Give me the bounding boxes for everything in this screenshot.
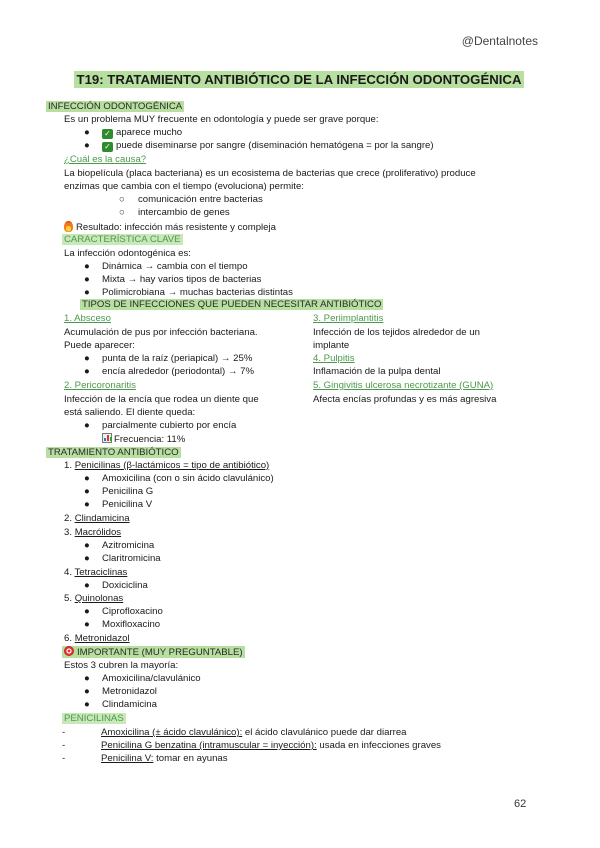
fire-icon [64,221,73,232]
penicilinas-item-1: Amoxicilina (con o sin ácido clavulánico) [102,473,274,484]
result-line: Resultado: infección más resistente y compleja [64,221,276,233]
bullet-dot: ● [84,486,90,497]
quinolonas-item-1: Ciprofloxacino [102,606,163,617]
page-title: T19: TRATAMIENTO ANTIBIÓTICO DE LA INFECCIÓN ODONTOGÉNICA [74,71,524,88]
caracteristica-bullet-3: Polimicrobiana → muchas bacterias distintas [102,287,293,298]
cause-line-2: enzimas que cambia con el tiempo (evoluciona) permite: [64,181,304,192]
section-heading-caracteristica: CARACTERÍSTICA CLAVE [64,234,181,245]
important-note: IMPORTANTE (MUY PREGUNTABLE) [62,646,245,658]
important-item-1: Amoxicilina/clavulánico [102,673,201,684]
bullet-dot: ● [84,366,90,377]
penicilinas-item-3: Penicilina V [102,499,153,510]
penicilina-row-1: Amoxicilina (± ácido clavulánico): el ácido clavulánico puede dar diarrea [101,727,407,738]
dash-marker: - [62,740,66,751]
infeccion-bullet-2: ✓ puede diseminarse por sangre (diseminación hematógena = por la sangre) [102,140,434,152]
tipo-pericoronaritis-heading: 2. Pericoronaritis [64,380,136,391]
infeccion-intro: Es un problema MUY frecuente en odontología y puede ser grave porque: [64,114,379,125]
penicilina-row-2: Penicilina G benzatina (intramuscular = inyección): usada en infecciones graves [101,740,441,751]
pericoronaritis-line-1: Infección de la encía que rodea un diente que [64,394,259,405]
pericoronaritis-bullet-1: parcialmente cubierto por encía [102,420,237,431]
bullet-dot: ● [84,140,90,151]
bullet-dot: ● [84,353,90,364]
absceso-line-2: Puede aparecer: [64,340,135,351]
periimplantitis-line-2: implante [313,340,350,351]
penicilinas-item-2: Penicilina G [102,486,154,497]
dash-marker: - [62,727,66,738]
bullet-dot: ● [84,287,90,298]
absceso-bullet-2: encía alrededor (periodontal) → 7% [102,366,254,377]
dash-marker: - [62,753,66,764]
caracteristica-bullet-2: Mixta → hay varios tipos de bacterias [102,274,262,285]
macrolidos-item-2: Claritromicina [102,553,161,564]
guna-line-1: Afecta encías profundas y es más agresiva [313,394,497,405]
cause-question: ¿Cuál es la causa? [64,154,147,165]
caracteristica-intro: La infección odontogénica es: [64,248,191,259]
section-heading-penicilinas: PENICILINAS [64,713,124,724]
group-clindamicina: 2. Clindamicina [64,513,130,524]
important-intro: Estos 3 cubren la mayoría: [64,660,179,671]
tetraciclinas-item-1: Doxiciclina [102,580,148,591]
check-icon: ✓ [102,142,113,152]
bullet-dot: ● [84,473,90,484]
section-heading-tipos: TIPOS DE INFECCIONES QUE PUEDEN NECESITAR ANTIBIÓTICO [82,299,382,310]
tipo-absceso-heading: 1. Absceso [64,313,111,324]
absceso-bullet-1: punta de la raíz (periapical) → 25% [102,353,253,364]
cause-sub-2: intercambio de genes [138,207,230,218]
bullet-dot: ● [84,127,90,138]
section-heading-infeccion: INFECCIÓN ODONTOGÉNICA [48,101,183,112]
bullet-dot: ● [84,606,90,617]
group-tetraciclinas: 4. Tetraciclinas [64,567,128,578]
pericoronaritis-frequency: Frecuencia: 11% [102,433,185,445]
bullet-dot: ● [84,261,90,272]
tipo-pulpitis-heading: 4. Pulpitis [313,353,355,364]
bullet-dot: ● [84,619,90,630]
tipo-guna-heading: 5. Gingivitis ulcerosa necrotizante (GUNA) [313,380,494,391]
bullet-dot: ● [84,699,90,710]
cause-line-1: La biopelícula (placa bacteriana) es un ecosistema de bacterias que crece (proliferativo) produce [64,168,476,179]
bar-chart-icon [102,433,112,443]
macrolidos-item-1: Azitromicina [102,540,155,551]
bullet-dot: ● [84,686,90,697]
tipo-periimplantitis-heading: 3. Periimplantitis [313,313,384,324]
cause-sub-1: comunicación entre bacterias [138,194,263,205]
bullet-dot: ● [84,499,90,510]
group-macrolidos: 3. Macrólidos [64,527,122,538]
pericoronaritis-line-2: está saliendo. El diente queda: [64,407,196,418]
target-icon [64,646,74,656]
page-number: 62 [514,798,527,810]
absceso-line-1: Acumulación de pus por infección bacteriana. [64,327,258,338]
bullet-circle: ○ [119,194,125,205]
bullet-dot: ● [84,274,90,285]
bullet-dot: ● [84,540,90,551]
brand-handle: @Dentalnotes [461,34,538,48]
group-penicilinas: 1. Penicilinas (β-lactámicos = tipo de antibiótico) [64,460,270,471]
group-metronidazol: 6. Metronidazol [64,633,130,644]
check-icon: ✓ [102,129,113,139]
quinolonas-item-2: Moxifloxacino [102,619,161,630]
penicilina-row-3: Penicilina V: tomar en ayunas [101,753,228,764]
pulpitis-line-1: Inflamación de la pulpa dental [313,366,441,377]
periimplantitis-line-1: Infección de los tejidos alrededor de un [313,327,480,338]
bullet-dot: ● [84,420,90,431]
important-item-2: Metronidazol [102,686,157,697]
infeccion-bullet-1: ✓ aparece mucho [102,127,182,139]
bullet-dot: ● [84,673,90,684]
important-item-3: Clindamicina [102,699,157,710]
bullet-dot: ● [84,580,90,591]
bullet-dot: ● [84,553,90,564]
caracteristica-bullet-1: Dinámica → cambia con el tiempo [102,261,248,272]
bullet-circle: ○ [119,207,125,218]
group-quinolonas: 5. Quinolonas [64,593,124,604]
section-heading-tratamiento: TRATAMIENTO ANTIBIÓTICO [48,447,179,458]
